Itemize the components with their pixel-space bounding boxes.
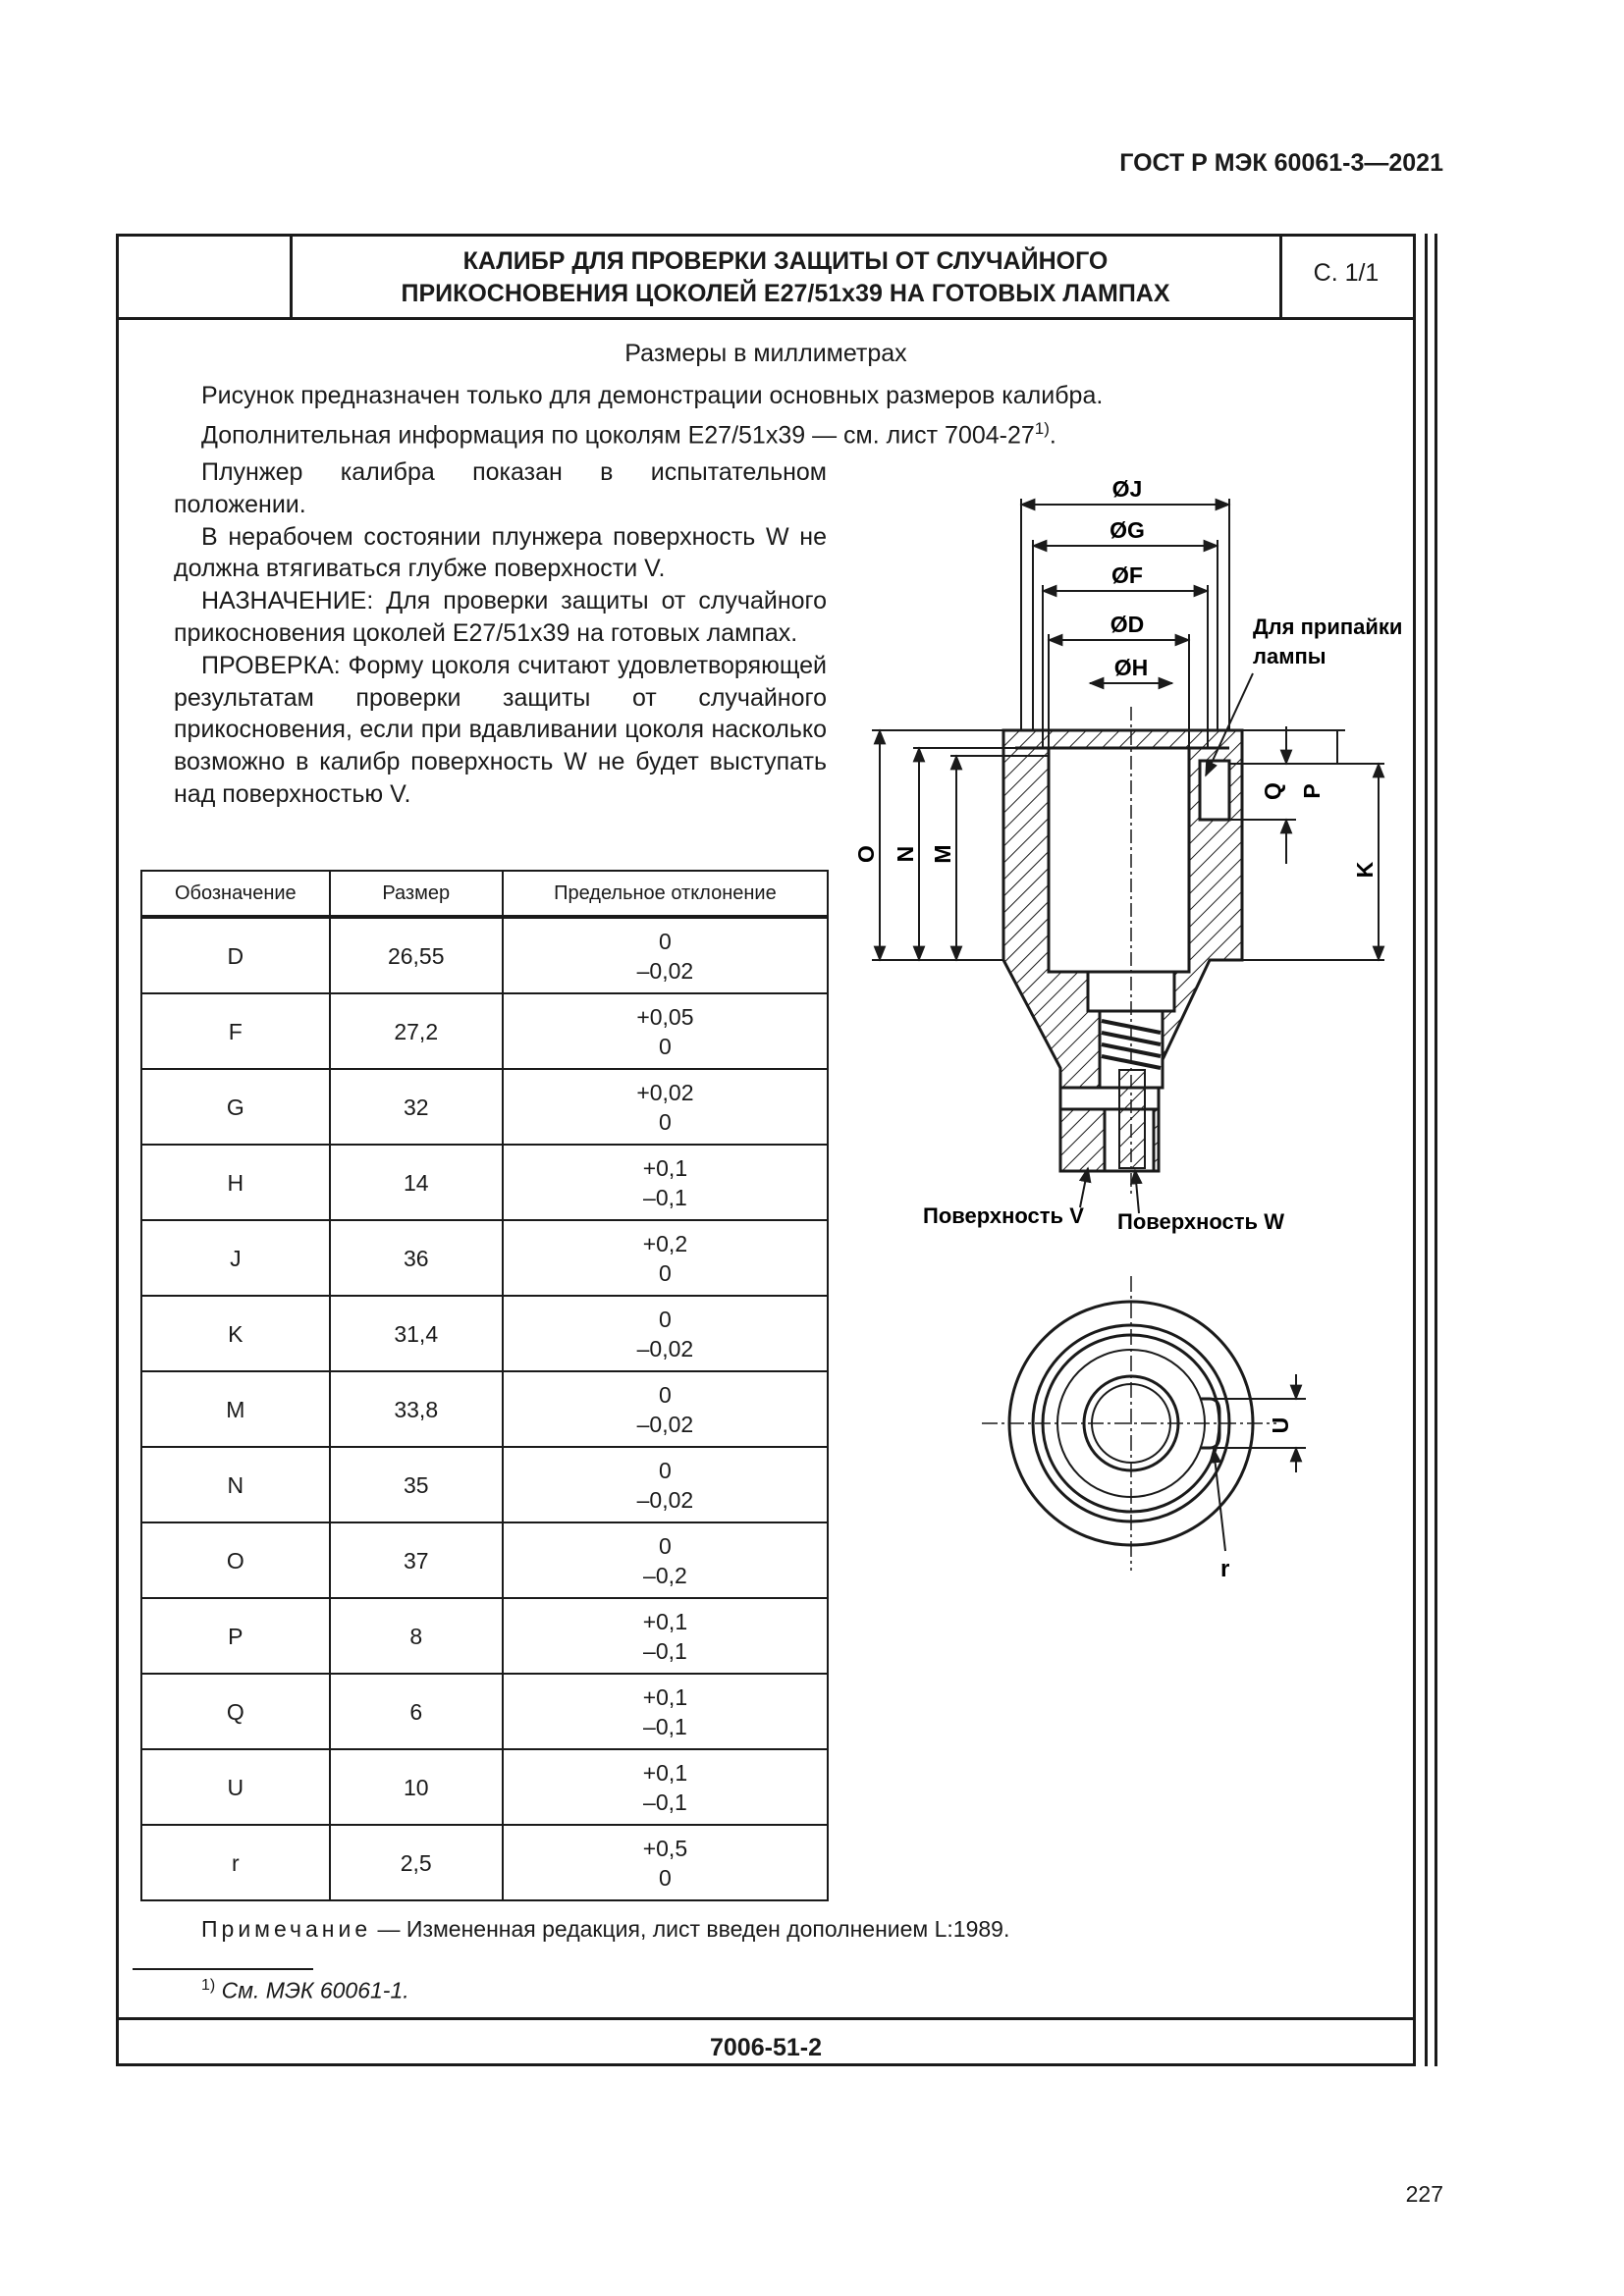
slot-dimensions <box>1229 726 1384 960</box>
size-cell: 8 <box>330 1598 503 1674</box>
solder-label: лампы <box>1253 644 1326 668</box>
lower-deviation: –0,1 <box>643 1184 687 1210</box>
footnote-text: См. МЭК 60061-1. <box>215 1977 409 2003</box>
lower-deviation: –0,02 <box>636 1411 694 1437</box>
gauge-plan-view <box>982 1276 1306 1571</box>
symbol-cell: K <box>141 1296 330 1371</box>
upper-deviation: +0,1 <box>642 1683 688 1710</box>
size-cell: 10 <box>330 1749 503 1825</box>
upper-deviation: 0 <box>659 1306 672 1332</box>
size-cell: 31,4 <box>330 1296 503 1371</box>
upper-deviation: +0,1 <box>642 1608 688 1634</box>
solder-label: Для припайки <box>1253 614 1403 639</box>
dimensions-note: Размеры в миллиметрах <box>624 340 907 367</box>
symbol-cell: D <box>141 917 330 993</box>
dim-label-j: ØJ <box>1111 476 1143 502</box>
upper-deviation: 0 <box>659 1381 672 1408</box>
size-cell: 26,55 <box>330 917 503 993</box>
size-cell: 33,8 <box>330 1371 503 1447</box>
dim-label-d: ØD <box>1110 612 1145 637</box>
lower-deviation: 0 <box>659 1259 672 1286</box>
lower-deviation: –0,02 <box>636 957 694 984</box>
upper-deviation: +0,1 <box>642 1759 688 1786</box>
column-header: Размер <box>330 871 503 917</box>
column-header: Предельное отклонение <box>503 871 828 917</box>
symbol-cell: r <box>141 1825 330 1900</box>
surface-w-label: Поверхность W <box>1117 1209 1284 1234</box>
title-line: ПРИКОСНОВЕНИЯ ЦОКОЛЕЙ Е27/51х39 НА ГОТОВЫХ ЛАМПАХ <box>401 280 1170 307</box>
symbol-cell: G <box>141 1069 330 1145</box>
upper-deviation: +0,1 <box>642 1154 688 1181</box>
sheet-number: 7006-51-2 <box>710 2034 822 2061</box>
dim-label-h: ØH <box>1113 655 1149 680</box>
lower-deviation: –0,2 <box>643 1562 687 1588</box>
footnote <box>201 1977 409 2004</box>
paragraph-purpose: НАЗНАЧЕНИЕ: Для проверки защиты от случайного прикосновения цоколей Е27/51х39 на готовых лампах. <box>174 587 827 647</box>
upper-deviation: +0,5 <box>642 1835 688 1861</box>
lower-deviation: –0,1 <box>643 1637 687 1664</box>
dim-label-n: N <box>893 845 918 863</box>
dim-label-k: K <box>1352 861 1378 879</box>
upper-deviation: 0 <box>659 1532 672 1559</box>
paragraph-test-position: Плунжер калибра показан в испытательном положении. <box>174 458 827 518</box>
size-cell: 37 <box>330 1522 503 1598</box>
size-cell: 35 <box>330 1447 503 1522</box>
surface-w-leader <box>1135 1170 1139 1213</box>
intro-line: Рисунок предназначен только для демонстрации основных размеров калибра. <box>201 382 1104 409</box>
footnote-separator <box>133 1968 313 1970</box>
dim-label-m: M <box>930 844 955 864</box>
dim-label-q: Q <box>1260 782 1285 800</box>
dim-label-f: ØF <box>1111 562 1143 588</box>
lower-deviation: –0,1 <box>643 1789 687 1815</box>
note-text: — Измененная редакция, лист введен дополнением L:1989. <box>371 1916 1010 1942</box>
title-line: КАЛИБР ДЛЯ ПРОВЕРКИ ЗАЩИТЫ ОТ СЛУЧАЙНОГО <box>462 247 1109 275</box>
lower-deviation: –0,1 <box>643 1713 687 1739</box>
footnote-marker: 1) <box>201 1977 216 1994</box>
symbol-cell: N <box>141 1447 330 1522</box>
size-cell: 27,2 <box>330 993 503 1069</box>
symbol-cell: H <box>141 1145 330 1220</box>
column-header: Обозначение <box>141 871 330 917</box>
size-cell: 32 <box>330 1069 503 1145</box>
note-prefix: Примечание <box>201 1916 372 1942</box>
lower-deviation: 0 <box>659 1108 672 1135</box>
dim-label-p: P <box>1299 783 1325 799</box>
upper-deviation: +0,05 <box>636 1003 694 1030</box>
symbol-cell: Q <box>141 1674 330 1749</box>
surface-v-leader <box>1080 1168 1088 1207</box>
footnote-ref: 1) <box>1034 419 1050 438</box>
radius-label-r: r <box>1220 1556 1230 1582</box>
upper-deviation: +0,2 <box>642 1230 688 1256</box>
symbol-cell: J <box>141 1220 330 1296</box>
size-cell: 2,5 <box>330 1825 503 1900</box>
upper-deviation: +0,02 <box>636 1079 694 1105</box>
upper-deviation: 0 <box>659 1457 672 1483</box>
surface-v-label: Поверхность V <box>923 1203 1084 1228</box>
intro-line-end: . <box>1049 421 1056 450</box>
paragraph-idle-state: В нерабочем состоянии плунжера поверхность W не должна втягиваться глубже поверхности V. <box>174 522 827 583</box>
lower-deviation: –0,02 <box>636 1335 694 1362</box>
symbol-cell: F <box>141 993 330 1069</box>
paragraph-test: ПРОВЕРКА: Форму цоколя считают удовлетворяющей результатам проверки защиты от случайного прикосновения, если при вдавливании цоколя насколько возможно в калибр поверхность W не будет выступать над поверхностью V. <box>174 651 827 808</box>
intro-line-text: Дополнительная информация по цоколям Е27/51х39 — см. лист 7004-27 <box>201 421 1035 450</box>
symbol-cell: P <box>141 1598 330 1674</box>
symbol-cell: O <box>141 1522 330 1598</box>
symbol-cell: U <box>141 1749 330 1825</box>
sheet-index: С. 1/1 <box>1313 259 1380 287</box>
note <box>201 1916 1009 1943</box>
dim-label-o: O <box>853 845 879 863</box>
symbol-cell: M <box>141 1371 330 1447</box>
dim-label-g: ØG <box>1110 517 1145 543</box>
standard-designation: ГОСТ Р МЭК 60061-3—2021 <box>1119 149 1443 177</box>
size-cell: 14 <box>330 1145 503 1220</box>
dim-label-u: U <box>1268 1416 1293 1434</box>
page-number: 227 <box>1405 2181 1443 2207</box>
size-cell: 36 <box>330 1220 503 1296</box>
size-cell: 6 <box>330 1674 503 1749</box>
upper-deviation: 0 <box>659 928 672 954</box>
lower-deviation: 0 <box>659 1033 672 1059</box>
lower-deviation: –0,02 <box>636 1486 694 1513</box>
lower-deviation: 0 <box>659 1864 672 1891</box>
